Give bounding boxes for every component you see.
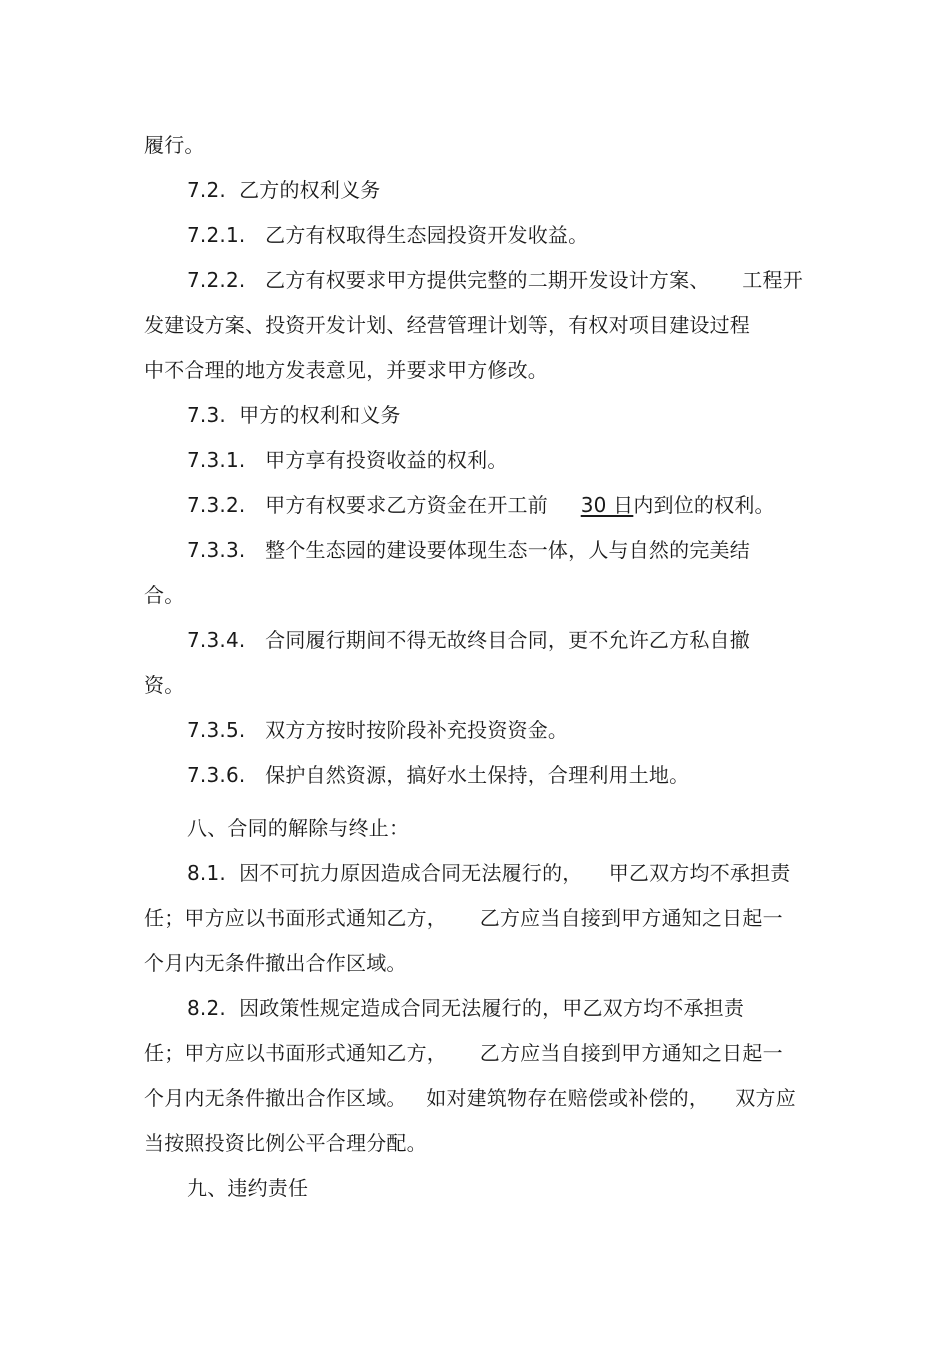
clause-8-2: 8.2. 因政策性规定造成合同无法履行的，甲乙双方均不承担责: [187, 996, 745, 1020]
clause-7-3-5: 7.3.5. 双方方按时按阶段补充投资资金。: [187, 718, 569, 742]
text-line: 发建设方案、投资开发计划、经营管理计划等，有权对项目建设过程: [144, 313, 750, 337]
underlined-days: 30 日: [580, 493, 634, 517]
clause-7-2-1: 7.2.1. 乙方有权取得生态园投资开发收益。: [187, 223, 589, 247]
clause-7-2-2: 7.2.2. 乙方有权要求甲方提供完整的二期开发设计方案、 工程开: [187, 268, 803, 292]
clause-7-3-6: 7.3.6. 保护自然资源，搞好水土保持，合理利用土地。: [187, 763, 690, 787]
text-line: 履行。: [144, 133, 205, 157]
text-line: 资。: [144, 673, 185, 697]
clause-7-3-2-text: 7.3.2. 甲方有权要求乙方资金在开工前: [187, 493, 581, 517]
text-line: 中不合理的地方发表意见，并要求甲方修改。: [144, 358, 548, 382]
clause-7-3-2-text-end: 内到位的权利。: [633, 493, 775, 517]
clause-7-3-4: 7.3.4. 合同履行期间不得无故终目合同，更不允许乙方私自撤: [187, 628, 750, 652]
section-heading-7-2: 7.2. 乙方的权利义务: [187, 178, 381, 202]
clause-7-3-2: [187, 492, 775, 518]
text-line: 当按照投资比例公平合理分配。: [144, 1131, 427, 1155]
text-line: 合。: [144, 583, 185, 607]
clause-8-1: 8.1. 因不可抗力原因造成合同无法履行的， 甲乙双方均不承担责: [187, 861, 791, 885]
text-line: 个月内无条件撤出合作区域。 如对建筑物存在赔偿或补偿的， 双方应: [144, 1086, 796, 1110]
clause-7-3-3: 7.3.3. 整个生态园的建设要体现生态一体，人与自然的完美结: [187, 538, 750, 562]
section-heading-9: 九、违约责任: [187, 1176, 309, 1200]
section-heading-8: 八、合同的解除与终止：: [187, 816, 410, 840]
text-line: 任；甲方应以书面形式通知乙方， 乙方应当自接到甲方通知之日起一: [144, 1041, 783, 1065]
text-line: 任；甲方应以书面形式通知乙方， 乙方应当自接到甲方通知之日起一: [144, 906, 783, 930]
clause-7-3-1: 7.3.1. 甲方享有投资收益的权利。: [187, 448, 508, 472]
section-heading-7-3: 7.3. 甲方的权利和义务: [187, 403, 401, 427]
text-line: 个月内无条件撤出合作区域。: [144, 951, 407, 975]
